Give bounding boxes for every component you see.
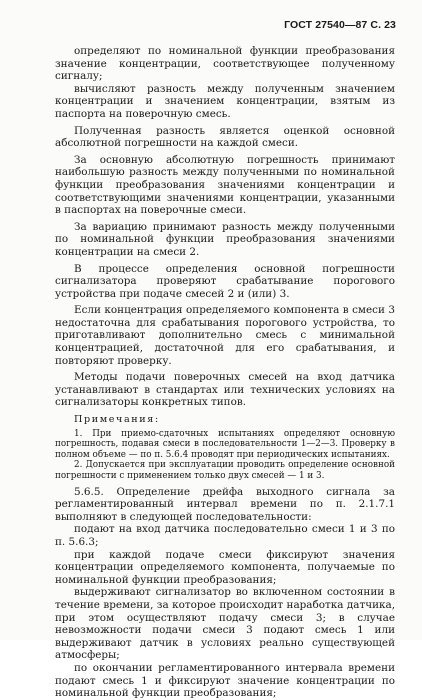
paragraph: За основную абсолютную погрешность принимают наибольшую разность между полученными по номинальной функции преобразования значениями концентрации и соответствующими значениями концентрации, указанными в паспортах на поверочные смеси. xyxy=(55,153,395,217)
paragraph: За вариацию принимают разность между полученными по номинальной функции преобразования значениями концентрации на смеси 2. xyxy=(55,220,395,258)
paragraph: вычисляют разность между полученным значением концентрации и значением концентрации, взятым из паспорта на поверочную смесь. xyxy=(55,82,395,120)
paragraph: подают на вход датчика последовательно смеси 1 и 3 по п. 5.6.3; xyxy=(55,523,395,548)
paragraph: Методы подачи поверочных смесей на вход датчика устанавливают в стандартах или технических условиях на сигнализаторы конкретных типов. xyxy=(55,371,395,409)
paragraph: выдерживают сигнализатор во включенном состоянии в течение времени, за которое происходит наработка датчика, при этом осуществляют подачу смеси 3; в случае невозможности подачи смеси 3 подают смесь 1 или выдерживают датчик в условиях реально существующей атмосферы; xyxy=(55,586,395,662)
paragraph: при каждой подаче смеси фиксируют значения концентрации определяемого компонента, получаемые по номинальной функции преобразования; xyxy=(55,548,395,586)
paragraph: Если концентрация определяемого компонента в смеси 3 недостаточна для срабатывания порогового устройства, то приготавливают дополнительно смесь с минимальной концентрацией, достаточной для его срабатывания, и повторяют проверку. xyxy=(55,304,395,367)
page-header: ГОСТ 27540—87 С. 23 xyxy=(284,19,396,31)
paragraph: В процессе определения основной погрешности сигнализатора проверяют срабатывание порогового устройства при подаче смесей 2 и (или) 3. xyxy=(55,262,395,300)
note-item: 2. Допускается при эксплуатации проводить определение основной погрешности с применением только двух смесей — 1 и 3. xyxy=(55,460,395,481)
note-item: 1. При приемо-сдаточных испытаниях определяют основную погрешность, подавая смеси в последовательности 1—2—3. Проверку в полном объеме — по п. 5.6.4 проводят при периодических испытаниях. xyxy=(55,428,395,460)
paragraph: определяют по номинальной функции преобразования значение концентрации, соответствующее полученному сигналу; xyxy=(55,45,395,83)
page-body xyxy=(55,45,395,700)
notes-title: Примечания: xyxy=(74,414,160,426)
paragraph: по окончании регламентированного интервала времени подают смесь 1 и фиксируют значение концентрации по номинальной функции преобразования; xyxy=(55,661,395,700)
paragraph: Полученная разность является оценкой основной абсолютной погрешности на каждой смеси. xyxy=(55,124,395,150)
section-heading-paragraph: 5.6.5. Определение дрейфа выходного сигнала за регламентированный интервал времени по п. 2.1.7.1 выполняют в следующей последовательности: xyxy=(55,485,395,523)
